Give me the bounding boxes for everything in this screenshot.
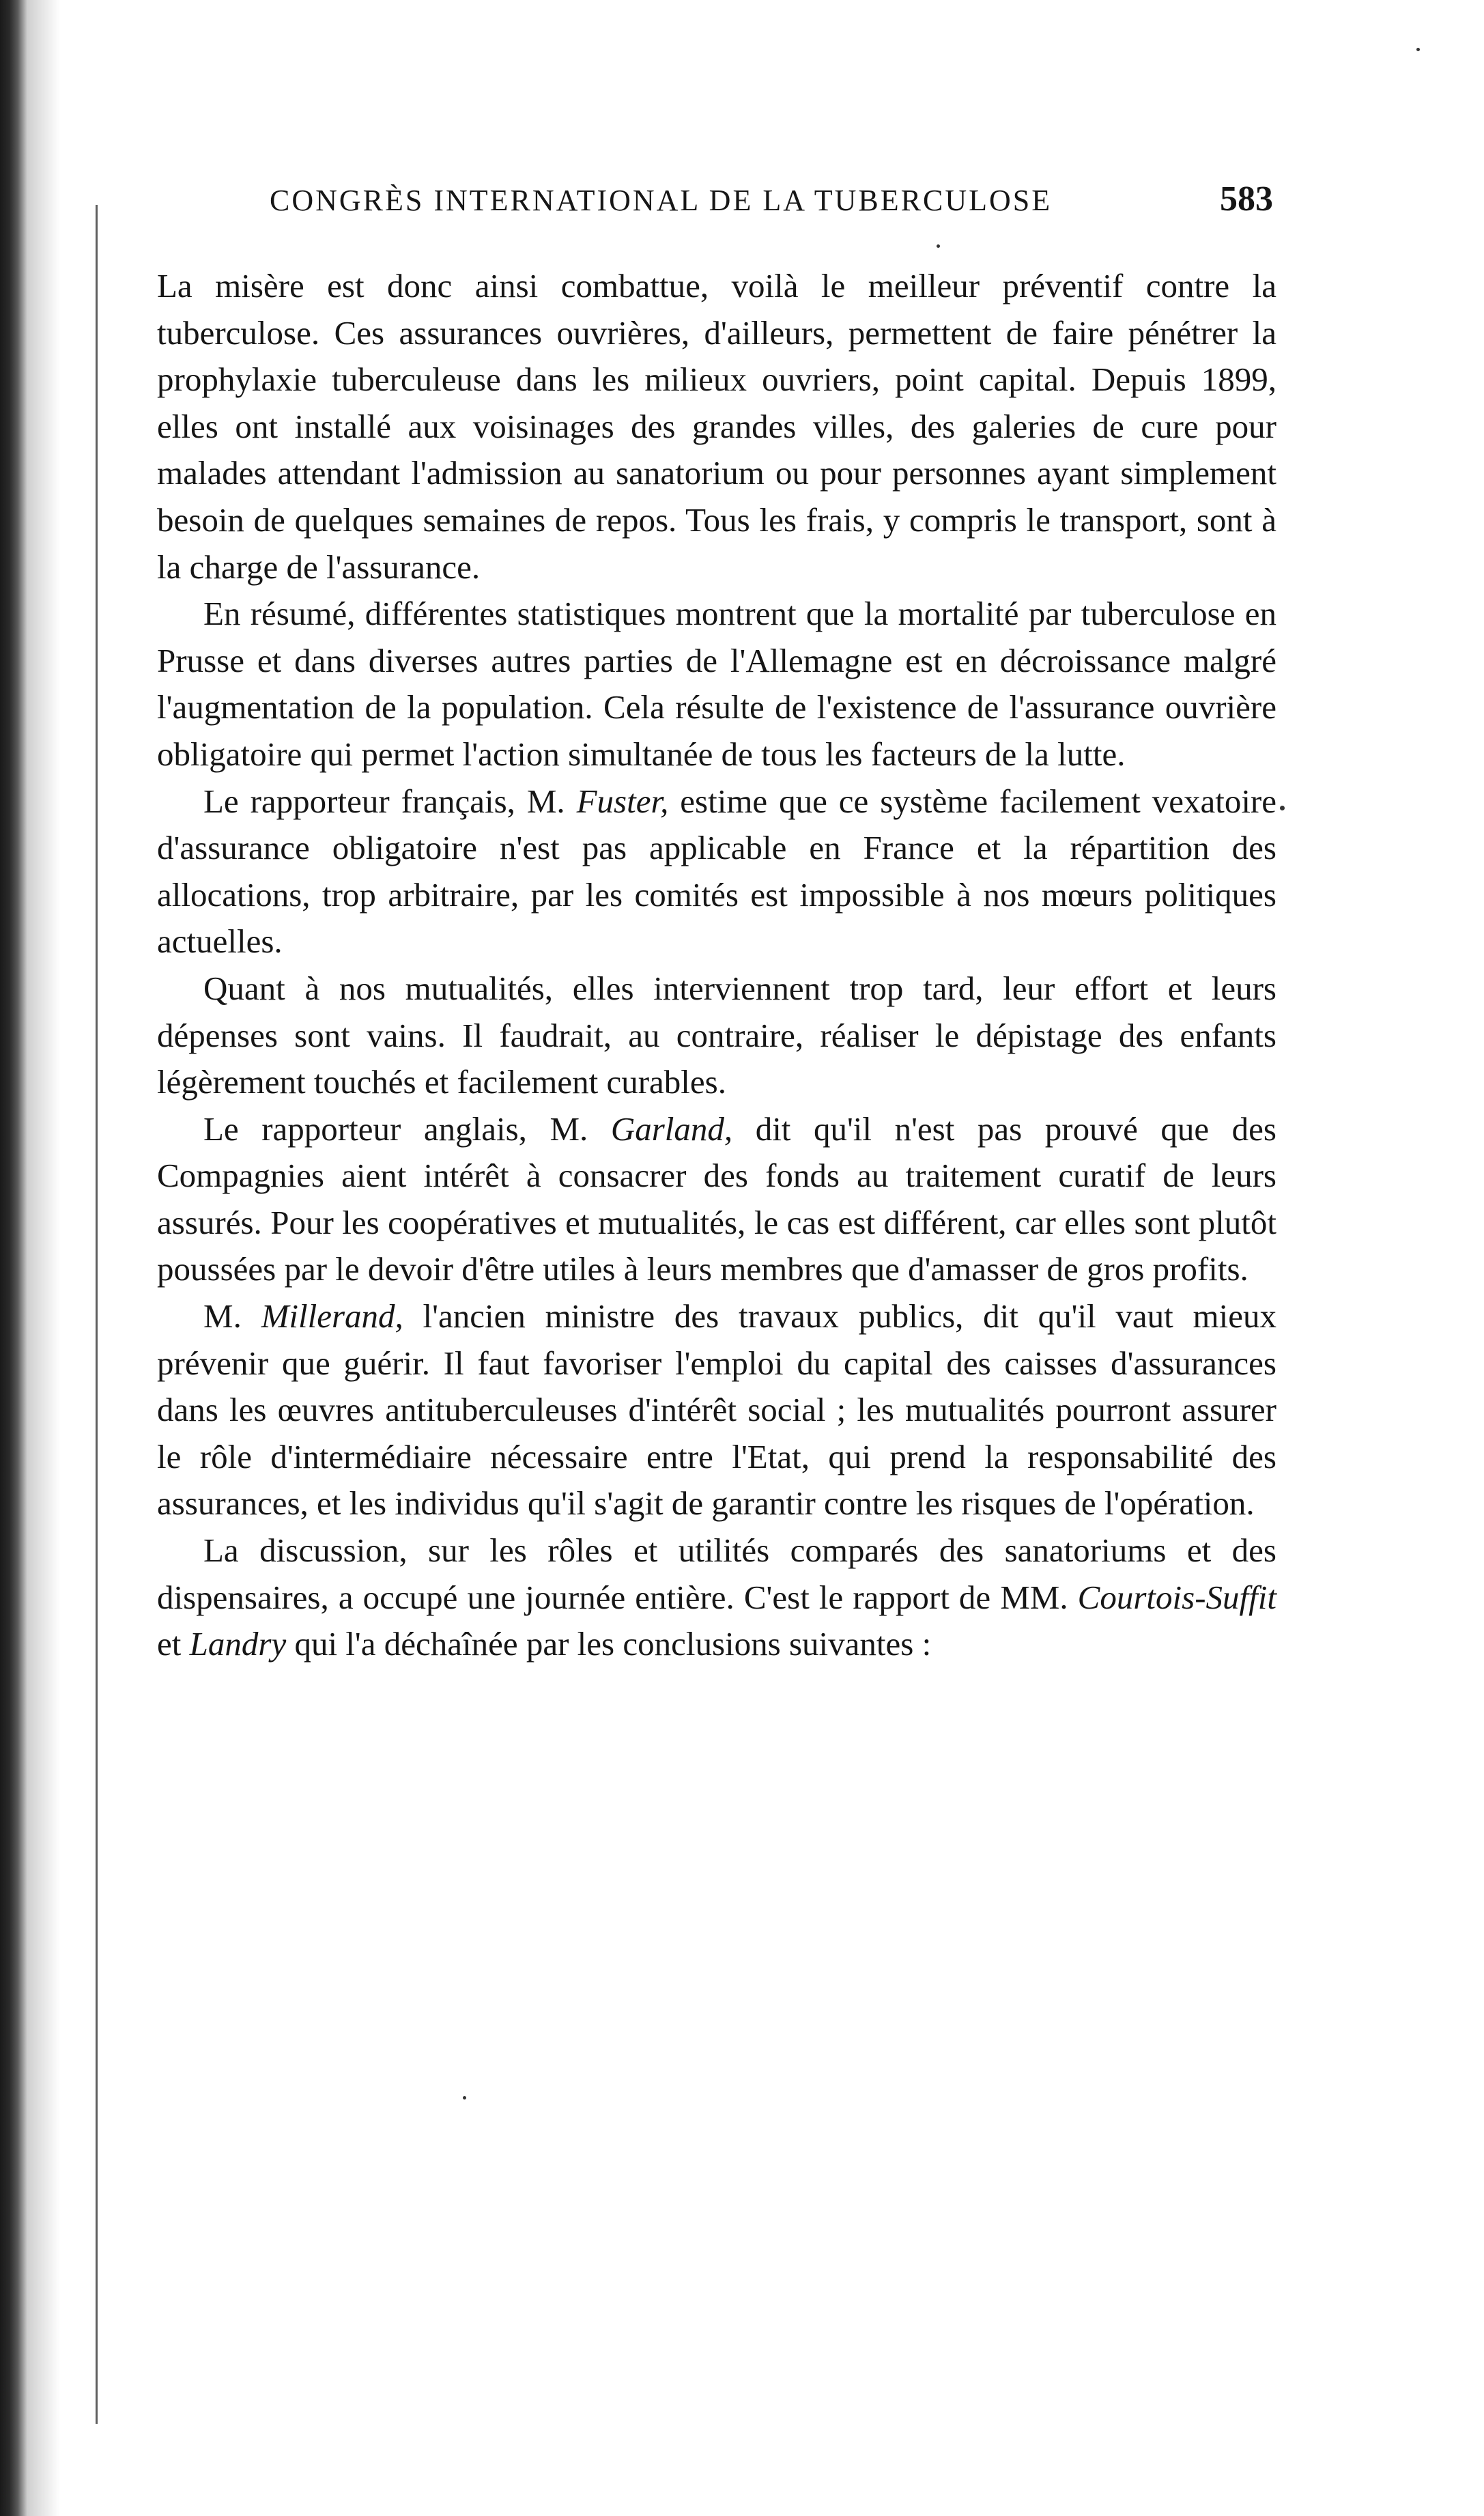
paragraph (157, 1527, 1276, 1668)
paragraph-text: M. (203, 1297, 261, 1335)
paragraph (157, 1106, 1276, 1293)
paragraph (157, 591, 1276, 778)
scan-speck (1416, 48, 1420, 51)
paragraph-text: En résumé, différentes statistiques montrent que la mortalité par tuberculose en Prusse et dans diverses autres parties de l'Allemagne est en décroissance malgré l'augmentation de la population. Cela résulte de l'existence de l'assurance ouvrière obligatoire qui permet l'action simultanée de tous les facteurs de la lutte. (157, 595, 1276, 773)
person-name: Fuster, (576, 782, 669, 820)
person-name: Millerand, (261, 1297, 403, 1335)
paragraph-text: Le rapporteur français, M. (203, 782, 577, 820)
paragraph-text: La discussion, sur les rôles et utilités comparés des sanatoriums et des dispensaires, a occupé une journée entière. C'est le rapport de MM. (157, 1531, 1276, 1616)
person-name: Courtois-Suffit (1077, 1578, 1276, 1616)
running-title: CONGRÈS INTERNATIONAL DE LA TUBERCULOSE (270, 184, 1053, 217)
paragraph-text: et (157, 1625, 190, 1663)
paragraph (157, 1293, 1276, 1527)
paragraph (157, 263, 1276, 591)
page-header (270, 180, 1273, 231)
paragraph-text: La misère est donc ainsi combattue, voilà le meilleur préventif contre la tuberculose. Ces assurances ouvrières, d'ailleurs, permettent de faire pénétrer la prophylaxie tuberculeuse dans les milieux ouvriers, point capital. Depuis 1899, elles ont installé aux voisinages des grandes villes, des galeries de cure pour malades attendant l'admission au sanatorium ou pour personnes ayant simplement besoin de quelques semaines de repos. Tous les frais, y compris le transport, sont à la charge de l'assurance. (157, 267, 1276, 586)
person-name: Landry (189, 1625, 287, 1663)
paragraph-text: qui l'a déchaînée par les conclusions suivantes : (286, 1625, 932, 1663)
scan-speck (1280, 806, 1285, 810)
scan-speck (463, 2096, 466, 2100)
binding-line (96, 205, 98, 2424)
paragraph-text: dit qu'il n'est pas prouvé que des Compagnies aient intérêt à consacrer des fonds au traitement curatif de leurs assurés. Pour les coopératives et mutualités, le cas est différent, car elles sont plutôt poussées par le devoir d'être utiles à leurs membres que d'amasser de gros profits. (157, 1109, 1276, 1288)
paragraph-text: l'ancien ministre des travaux publics, dit qu'il vaut mieux prévenir que guérir. Il faut favoriser l'emploi du capital des caisses d'assurances dans les œuvres antituberculeuses d'intérêt social ; les mutualités pourront assurer le rôle d'intermédiaire nécessaire entre l'Etat, qui prend la responsabilité des assurances, et les individus qu'il s'agit de garantir contre les risques de l'opération. (157, 1297, 1276, 1523)
paragraph (157, 778, 1276, 965)
scan-speck (937, 244, 940, 248)
paragraph-text: estime que ce système facilement vexatoire d'assurance obligatoire n'est pas applicable en France et la répartition des allocations, trop arbitraire, par les comités est impossible à nos mœurs politiques actuelles. (157, 782, 1276, 961)
page-number: 583 (1220, 180, 1273, 218)
paragraph-text: Quant à nos mutualités, elles interviennent trop tard, leur effort et leurs dépenses sont vains. Il faudrait, au contraire, réaliser le dépistage des enfants légèrement touchés et facilement curables. (157, 969, 1276, 1101)
paragraph-text: Le rapporteur anglais, M. (203, 1109, 611, 1148)
person-name: Garland, (610, 1109, 733, 1148)
paragraph (157, 965, 1276, 1106)
binding-edge (0, 0, 60, 2516)
body-text (157, 263, 1276, 1668)
